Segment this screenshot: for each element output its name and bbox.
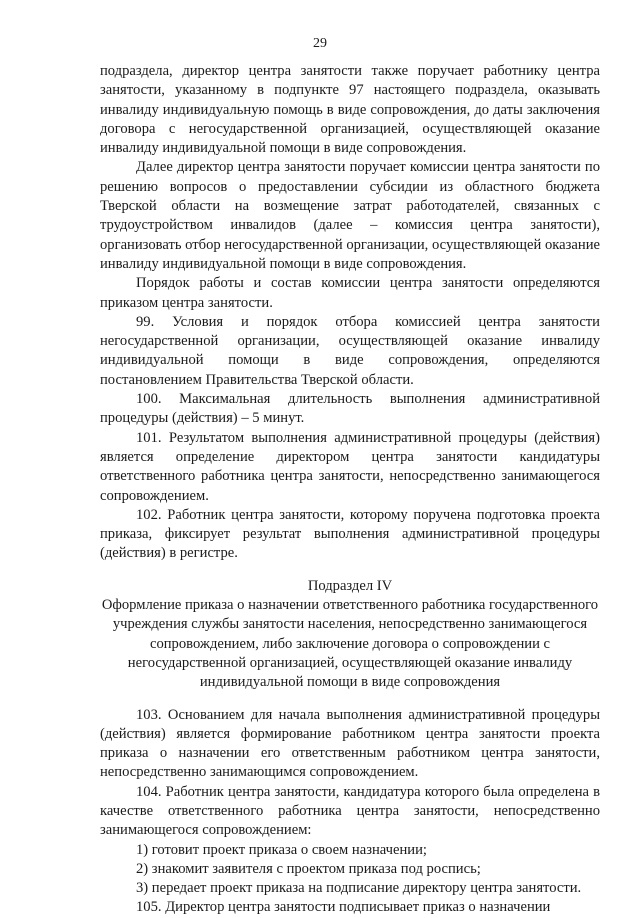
paragraph: 99. Условия и порядок отбора комиссией центра занятости негосударственной организации, осуществляющей оказание инвалиду индивидуальной помощи в виде сопровождения, определяются постановлением Правительства Тверской области.	[100, 313, 600, 388]
paragraph: 100. Максимальная длительность выполнения административной процедуры (действия) – 5 минут.	[100, 391, 600, 427]
paragraph: подраздела, директор центра занятости также поручает работнику центра занятости, указанному в подпункте 97 настоящего подраздела, оказывать инвалиду индивидуальную помощь в виде сопровождения, до даты заключения договора с негосударственной организацией, осуществляющей оказание инвалиду индивидуальной помощи в виде сопровождения.	[100, 63, 600, 157]
paragraph: 101. Результатом выполнения административной процедуры (действия) является определение директором центра занятости кандидатуры ответственного работника центра занятости, непосредственно занимающегося сопровождением.	[100, 429, 600, 504]
subsection-heading	[100, 577, 600, 693]
list-item: 2) знакомит заявителя с проектом приказа под роспись;	[136, 860, 481, 877]
list-item: 3) передает проект приказа на подписание директору центра занятости.	[136, 880, 582, 897]
paragraph: 104. Работник центра занятости, кандидатура которого была определена в качестве ответственного работника центра занятости, непосредственно занимающегося сопровождением:	[100, 783, 600, 839]
paragraph: 102. Работник центра занятости, которому поручена подготовка проекта приказа, фиксирует результат выполнения административной процедуры (действия) в регистре.	[100, 506, 600, 562]
list-item: 1) готовит проект приказа о своем назначении;	[136, 841, 427, 858]
page-number: 29	[313, 36, 327, 51]
paragraph: Порядок работы и состав комиссии центра занятости определяются приказом центра занятости.	[100, 275, 600, 311]
paragraph: 105. Директор центра занятости подписывает приказ о назначении	[136, 899, 551, 916]
paragraph: 103. Основанием для начала выполнения административной процедуры (действия) является формирование работником центра занятости проекта приказа о назначении его ответственным работником центра занятости, непосредственно занимающимся сопровождением.	[100, 706, 600, 781]
document-body	[100, 62, 600, 918]
paragraph: Далее директор центра занятости поручает комиссии центра занятости по решению вопросов о предоставлении субсидии из областного бюджета Тверской области на возмещение затрат работодателей, связанных с трудоустройством инвалидов (далее – комиссия центра занятости), организовать отбор негосударственной организации, осуществляющей оказание инвалиду индивидуальной помощи в виде сопровождения.	[100, 159, 600, 272]
subsection-title: Оформление приказа о назначении ответственного работника государственного учреждения службы занятости населения, непосредственно занимающегося сопровождением, либо заключение договора о сопровождении с негосударственной организацией, осуществляющей оказание инвалиду индивидуальной помощи в виде сопровождения	[101, 597, 599, 691]
subsection-label: Подраздел IV	[307, 577, 393, 594]
